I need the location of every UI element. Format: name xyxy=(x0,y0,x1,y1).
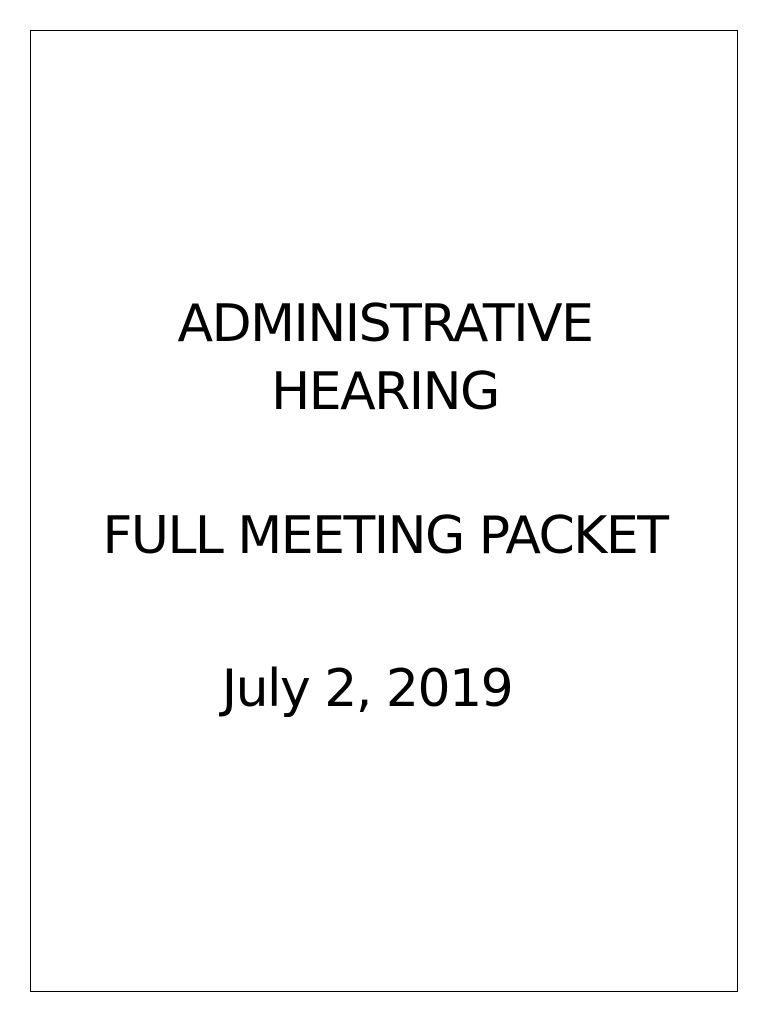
packet-subtitle: FULL MEETING PACKET xyxy=(102,506,668,566)
title-line-1: ADMINISTRATIVE xyxy=(177,294,593,354)
meeting-date: July 2, 2019 xyxy=(221,659,513,719)
title-line-2: HEARING xyxy=(271,362,499,422)
